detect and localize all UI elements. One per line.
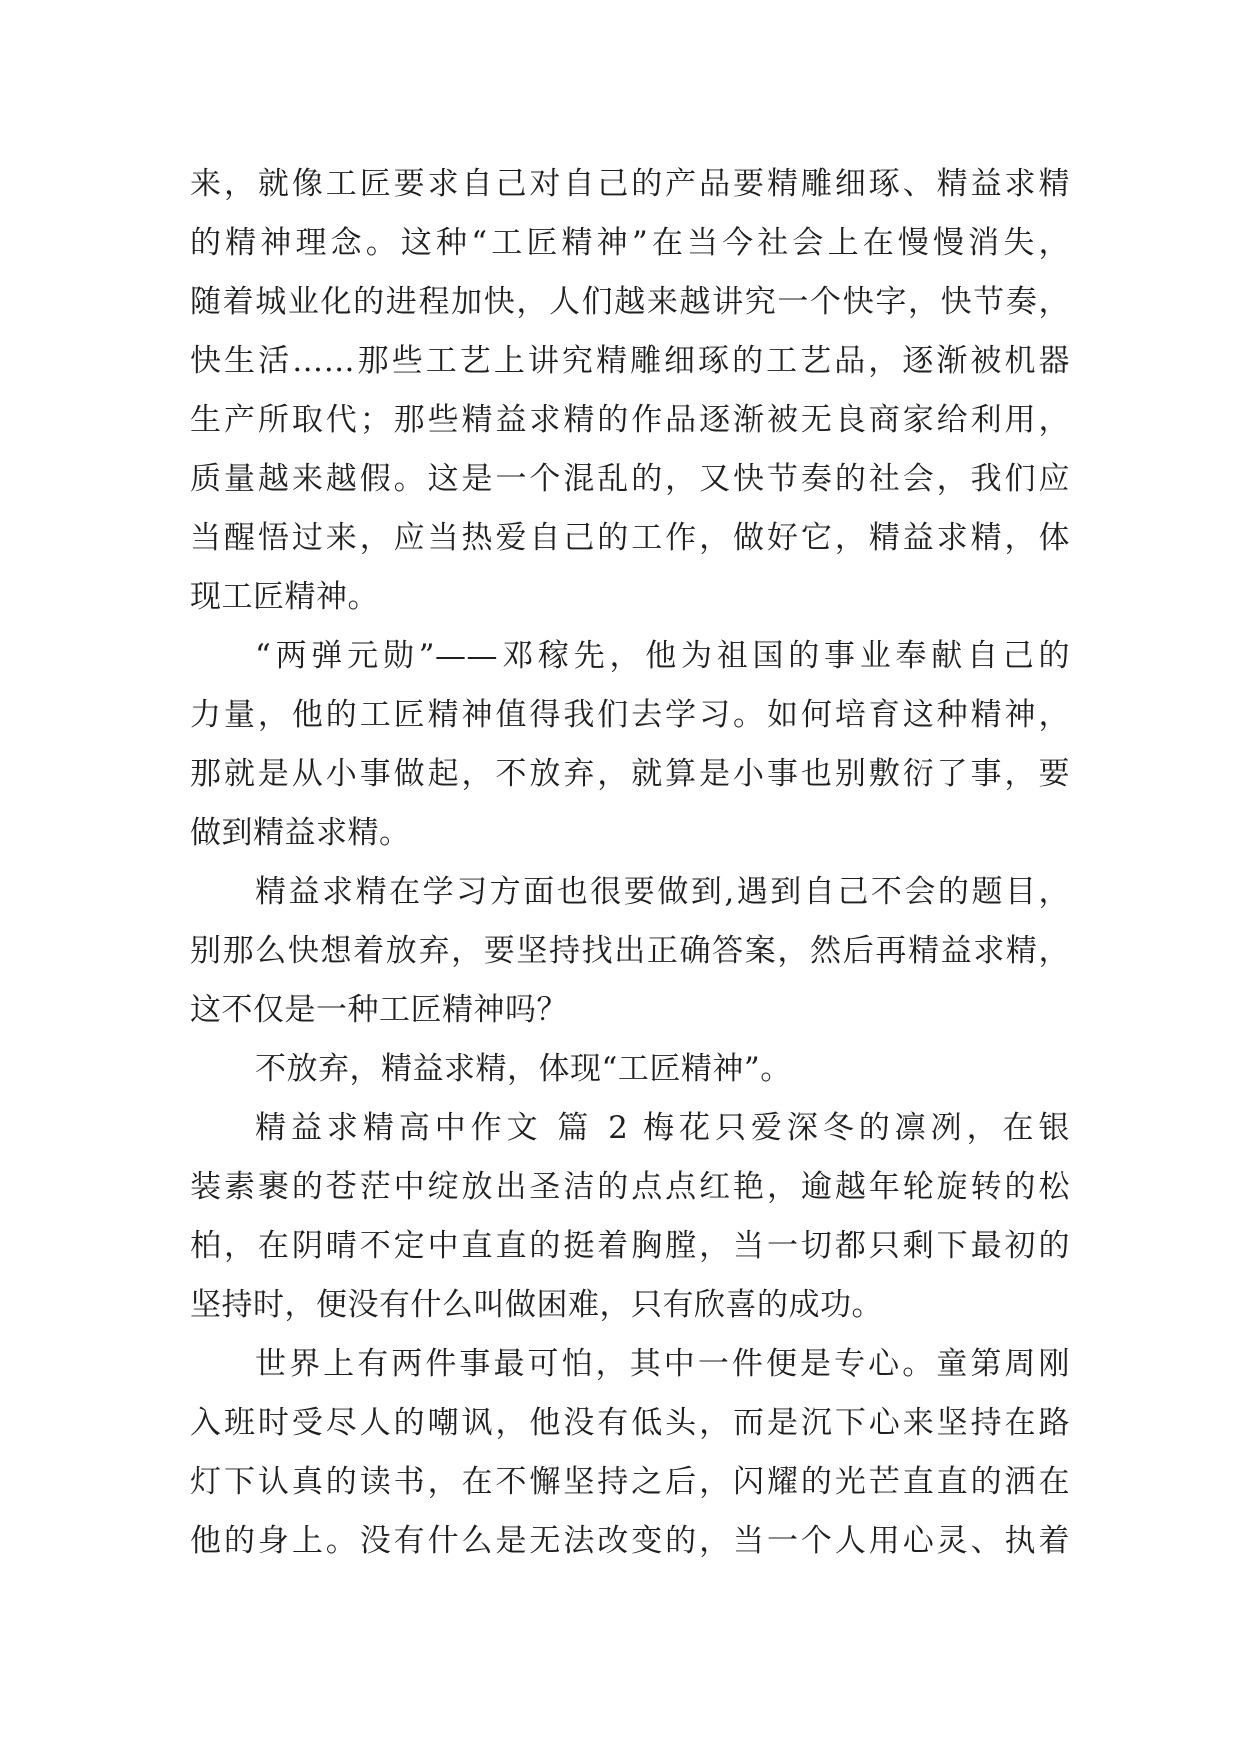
- text-line: 精益求精在学习方面也很要做到,遇到自己不会的题目，: [255, 874, 1070, 910]
- text-line: 装素裹的苍茫中绽放出圣洁的点点红艳，逾越年轮旋转的松: [190, 1169, 1070, 1205]
- text-line: 柏，在阴晴不定中直直的挺着胸膛，当一切都只剩下最初的: [190, 1228, 1070, 1264]
- text-line: 世界上有两件事最可怕，其中一件便是专心。童第周刚: [255, 1346, 1070, 1382]
- text-line: 入班时受尽人的嘲讽，他没有低头，而是沉下心来坚持在路: [190, 1405, 1070, 1441]
- text-line: 坚持时，便没有什么叫做困难，只有欣喜的成功。: [190, 1287, 883, 1323]
- document-body: [190, 155, 1070, 1571]
- text-line: 这不仅是一种工匠精神吗？: [190, 992, 568, 1028]
- text-line: 质量越来越假。这是一个混乱的，又快节奏的社会，我们应: [190, 461, 1070, 497]
- text-line: 快生活……那些工艺上讲究精雕细琢的工艺品，逐渐被机器: [190, 343, 1070, 379]
- text-line: 来，就像工匠要求自己对自己的产品要精雕细琢、精益求精: [190, 166, 1070, 202]
- text-line: 生产所取代；那些精益求精的作品逐渐被无良商家给利用，: [190, 402, 1070, 438]
- text-line: 别那么快想着放弃，要坚持找出正确答案，然后再精益求精，: [190, 933, 1070, 969]
- text-line: 做到精益求精。: [190, 815, 411, 851]
- text-line: 他的身上。没有什么是无法改变的，当一个人用心灵、执着: [190, 1523, 1070, 1559]
- text-line: 精益求精高中作文 篇 2 梅花只爱深冬的凛冽，在银: [255, 1110, 1070, 1146]
- text-line: 那就是从小事做起，不放弃，就算是小事也别敷衍了事，要: [190, 756, 1070, 792]
- text-line: 当醒悟过来，应当热爱自己的工作，做好它，精益求精，体: [190, 520, 1070, 556]
- text-line: 灯下认真的读书，在不懈坚持之后，闪耀的光芒直直的洒在: [190, 1464, 1070, 1500]
- text-line: 力量，他的工匠精神值得我们去学习。如何培育这种精神，: [190, 697, 1070, 733]
- text-line: “两弹元勋”——邓稼先，他为祖国的事业奉献自己的: [255, 638, 1070, 674]
- text-line: 的精神理念。这种“工匠精神”在当今社会上在慢慢消失，: [190, 225, 1070, 261]
- text-line: 随着城业化的进程加快，人们越来越讲究一个快字，快节奏，: [190, 284, 1070, 320]
- text-line: 现工匠精神。: [190, 579, 379, 615]
- text-line: 不放弃，精益求精，体现“工匠精神”。: [255, 1051, 792, 1087]
